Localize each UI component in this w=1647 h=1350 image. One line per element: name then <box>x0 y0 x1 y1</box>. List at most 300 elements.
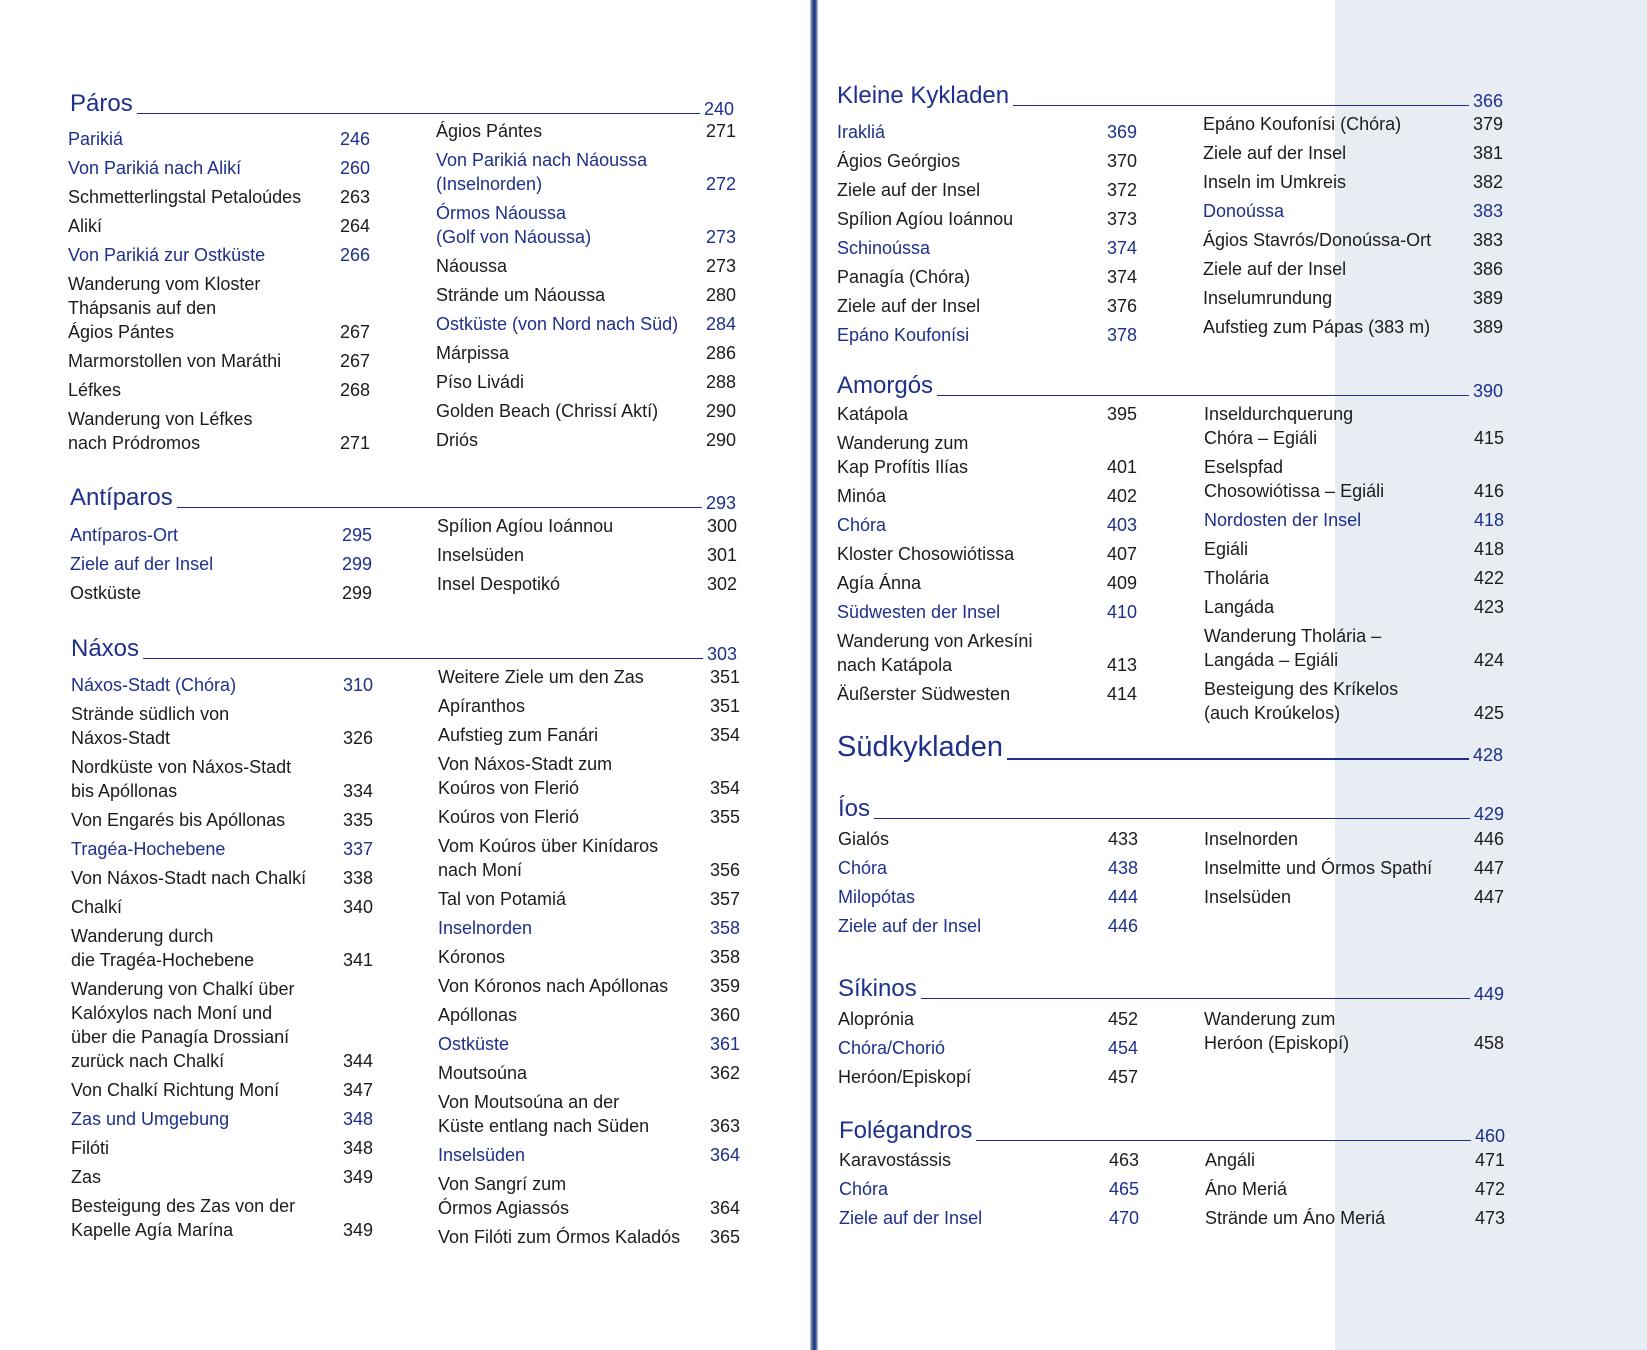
toc-entry-page: 471 <box>1474 1150 1505 1170</box>
toc-entry <box>438 887 740 911</box>
toc-entry-title: Tragéa-Hochebene <box>71 839 226 859</box>
section-header-sikinos <box>838 975 1504 1004</box>
section-rule <box>937 395 1469 396</box>
toc-entry-title: Milopótas <box>838 887 916 907</box>
toc-entry-page: 300 <box>706 516 737 536</box>
toc-entry-page: 349 <box>342 1220 373 1240</box>
toc-entry-title: Katápola <box>837 404 909 424</box>
toc-entry-title: Ostküste <box>70 583 142 603</box>
toc-entry-title: Wanderung zum Heróon (Episkopí) <box>1204 1009 1350 1053</box>
toc-entry-title: Chalkí <box>71 897 123 917</box>
toc-entry-page: 364 <box>709 1145 740 1165</box>
toc-entry-page: 361 <box>709 1034 740 1054</box>
toc-entry-page: 424 <box>1473 650 1504 670</box>
toc-entry-page: 458 <box>1473 1033 1504 1053</box>
toc-subheading-entry <box>1203 199 1503 223</box>
toc-entry <box>68 378 370 402</box>
toc-entry-title: Minóa <box>837 486 887 506</box>
toc-entry-title: Inselumrundung <box>1203 288 1333 308</box>
section-header-suedkykladen <box>837 731 1503 765</box>
toc-entry <box>1203 141 1503 165</box>
toc-entry <box>1203 170 1503 194</box>
toc-entry-page: 273 <box>705 227 736 247</box>
toc-entry-page: 310 <box>342 675 373 695</box>
toc-entry <box>436 370 736 394</box>
toc-entry-title: Von Náxos-Stadt nach Chalkí <box>71 868 307 888</box>
toc-entry-page: 386 <box>1472 259 1503 279</box>
toc-entry <box>68 407 370 455</box>
toc-entry-title: Wanderung zum Kap Profítis Ilías <box>837 433 969 477</box>
toc-entry-page: 413 <box>1106 655 1137 675</box>
toc-entry-title: Äußerster Südwesten <box>837 684 1011 704</box>
toc-entry <box>837 207 1137 231</box>
toc-entry-title: Áno Meriá <box>1205 1179 1288 1199</box>
toc-column <box>1203 112 1503 344</box>
toc-entry <box>1203 257 1503 281</box>
section-page: 460 <box>1474 1126 1505 1146</box>
toc-column <box>837 402 1137 711</box>
toc-subheading-entry <box>838 1036 1138 1060</box>
toc-entry <box>438 665 740 689</box>
toc-entry <box>838 1065 1138 1089</box>
toc-entry-title: Von Parikiá nach Alikí <box>68 158 242 178</box>
toc-entry-title: Inseln im Umkreis <box>1203 172 1347 192</box>
section-page: 293 <box>705 493 736 513</box>
section-page: 449 <box>1473 984 1504 1004</box>
toc-subheading-entry <box>438 1032 740 1056</box>
section-rule <box>976 1140 1471 1141</box>
toc-entry-title: Náxos-Stadt (Chóra) <box>71 675 237 695</box>
toc-entry <box>837 431 1137 479</box>
toc-entry-title: Inseldurchquerung Chóra – Egiáli <box>1204 404 1354 448</box>
toc-entry-page: 410 <box>1106 602 1137 622</box>
toc-column <box>839 1148 1139 1235</box>
toc-column <box>1204 1007 1504 1060</box>
toc-entry-title: Nordosten der Insel <box>1204 510 1362 530</box>
toc-entry <box>1204 595 1504 619</box>
toc-entry-page: 301 <box>706 545 737 565</box>
toc-subheading-entry <box>839 1177 1139 1201</box>
toc-entry-title: Langáda <box>1204 597 1275 617</box>
toc-entry-title: Wanderung durch die Tragéa-Hochebene <box>71 926 255 970</box>
toc-entry-page: 363 <box>709 1116 740 1136</box>
toc-entry-page: 355 <box>709 807 740 827</box>
toc-entry <box>837 571 1137 595</box>
part-rule <box>1007 758 1469 760</box>
section-title: Antíparos <box>70 484 173 511</box>
toc-entry-title: Ziele auf der Insel <box>839 1208 983 1228</box>
toc-entry-title: Ziele auf der Insel <box>70 554 214 574</box>
toc-entry-page: 354 <box>709 778 740 798</box>
toc-entry-page: 373 <box>1106 209 1137 229</box>
toc-entry <box>1205 1206 1505 1230</box>
toc-subheading-entry <box>71 1107 373 1131</box>
section-title: Íos <box>838 795 871 822</box>
toc-entry-page: 364 <box>709 1198 740 1218</box>
toc-column <box>438 665 740 1254</box>
toc-subheading-entry <box>71 673 373 697</box>
toc-entry <box>837 542 1137 566</box>
section-rule <box>874 818 1470 819</box>
toc-entry-title: Wanderung Tholária – Langáda – Egiáli <box>1204 626 1382 670</box>
toc-entry-title: Spílion Agíou Ioánnou <box>437 516 614 536</box>
toc-entry-title: Donoússa <box>1203 201 1285 221</box>
toc-entry <box>436 254 736 278</box>
toc-subheading-entry <box>68 243 370 267</box>
toc-entry-page: 344 <box>342 1051 373 1071</box>
toc-entry <box>68 349 370 373</box>
toc-entry <box>1204 856 1504 880</box>
toc-entry-title: Von Engarés bis Apóllonas <box>71 810 286 830</box>
toc-entry-page: 290 <box>705 430 736 450</box>
toc-entry <box>438 1225 740 1249</box>
toc-entry-title: Ziele auf der Insel <box>1203 143 1347 163</box>
toc-entry <box>436 399 736 423</box>
toc-entry-title: Wanderung vom Kloster Thápsanis auf den Ágios Pántes <box>68 274 261 342</box>
toc-entry-title: Ziele auf der Insel <box>837 296 981 316</box>
toc-entry <box>438 1172 740 1220</box>
toc-entry-page: 446 <box>1473 829 1504 849</box>
toc-entry <box>1204 677 1504 725</box>
toc-entry-title: Von Filóti zum Órmos Kaladós <box>438 1227 681 1247</box>
toc-entry-page: 302 <box>706 574 737 594</box>
toc-entry-page: 267 <box>339 351 370 371</box>
toc-subheading-entry <box>837 600 1137 624</box>
section-header-paros <box>70 90 734 119</box>
toc-entry-page: 423 <box>1473 597 1504 617</box>
toc-entry-title: Aufstieg zum Fanári <box>438 725 599 745</box>
toc-entry <box>1203 286 1503 310</box>
toc-entry <box>438 834 740 882</box>
toc-entry <box>438 805 740 829</box>
toc-entry <box>71 1165 373 1189</box>
toc-entry <box>438 1090 740 1138</box>
toc-entry-page: 379 <box>1472 114 1503 134</box>
toc-entry-page: 334 <box>342 781 373 801</box>
toc-entry-title: Karavostássis <box>839 1150 952 1170</box>
toc-entry <box>837 484 1137 508</box>
toc-entry-page: 340 <box>342 897 373 917</box>
toc-subheading-entry <box>838 885 1138 909</box>
toc-entry-page: 288 <box>705 372 736 392</box>
toc-entry <box>436 119 736 143</box>
toc-entry-title: Antíparos-Ort <box>70 525 179 545</box>
toc-entry-title: Inselnorden <box>1204 829 1299 849</box>
toc-entry <box>437 543 737 567</box>
toc-entry-page: 267 <box>339 322 370 342</box>
toc-entry-page: 452 <box>1107 1009 1138 1029</box>
toc-entry-page: 280 <box>705 285 736 305</box>
toc-entry <box>1204 827 1504 851</box>
toc-entry-page: 284 <box>705 314 736 334</box>
toc-entry-page: 348 <box>342 1138 373 1158</box>
section-rule <box>1013 105 1469 106</box>
toc-entry-title: Marmorstollen von Maráthi <box>68 351 282 371</box>
toc-entry-page: 365 <box>709 1227 740 1247</box>
toc-entry-page: 351 <box>709 667 740 687</box>
toc-entry <box>837 178 1137 202</box>
toc-entry-page: 299 <box>341 554 372 574</box>
toc-subheading-entry <box>436 201 736 249</box>
toc-entry-title: Strände um Áno Meriá <box>1205 1208 1386 1228</box>
toc-entry-title: Insel Despotikó <box>437 574 561 594</box>
toc-entry-page: 446 <box>1107 916 1138 936</box>
section-rule <box>921 998 1470 999</box>
toc-entry-title: Márpissa <box>436 343 510 363</box>
toc-entry <box>71 1078 373 1102</box>
toc-entry-title: Besteigung des Kríkelos (auch Kroúkelos) <box>1204 679 1399 723</box>
toc-entry-page: 418 <box>1473 539 1504 559</box>
toc-entry <box>438 974 740 998</box>
toc-entry-title: Vom Koúros über Kinídaros nach Moní <box>438 836 659 880</box>
toc-entry-page: 335 <box>342 810 373 830</box>
toc-entry-page: 357 <box>709 889 740 909</box>
toc-entry-title: Wanderung von Arkesíni nach Katápola <box>837 631 1033 675</box>
toc-entry-title: Aufstieg zum Pápas (383 m) <box>1203 317 1431 337</box>
toc-entry-page: 268 <box>339 380 370 400</box>
toc-entry-title: Heróon/Episkopí <box>838 1067 972 1087</box>
toc-entry <box>1203 112 1503 136</box>
section-page: 429 <box>1473 804 1504 824</box>
toc-column <box>838 1007 1138 1094</box>
toc-entry-title: Von Parikiá nach Náoussa (Inselnorden) <box>436 150 648 194</box>
toc-entry-title: Píso Livádi <box>436 372 525 392</box>
toc-entry-title: Von Kóronos nach Apóllonas <box>438 976 669 996</box>
toc-entry-page: 326 <box>342 728 373 748</box>
toc-entry <box>1204 885 1504 909</box>
toc-entry <box>438 694 740 718</box>
section-page: 366 <box>1472 91 1503 111</box>
toc-entry-page: 273 <box>705 256 736 276</box>
toc-entry-page: 416 <box>1473 481 1504 501</box>
toc-entry-title: Ziele auf der Insel <box>1203 259 1347 279</box>
toc-entry <box>437 514 737 538</box>
toc-entry-title: Wanderung von Léfkes nach Pródromos <box>68 409 253 453</box>
toc-entry-title: Besteigung des Zas von der Kapelle Agía Marína <box>71 1196 296 1240</box>
toc-entry-page: 358 <box>709 947 740 967</box>
toc-entry <box>71 702 373 750</box>
toc-entry-title: Inselsüden <box>438 1145 526 1165</box>
toc-entry <box>71 755 373 803</box>
toc-entry-page: 295 <box>341 525 372 545</box>
toc-entry-title: Ostküste (von Nord nach Süd) <box>436 314 679 334</box>
toc-entry-page: 465 <box>1108 1179 1139 1199</box>
toc-entry-page: 370 <box>1106 151 1137 171</box>
section-header-kleine-kykladen <box>837 82 1503 111</box>
toc-subheading-entry <box>837 323 1137 347</box>
toc-subheading-entry <box>438 916 740 940</box>
part-page: 428 <box>1472 745 1503 765</box>
section-header-antiparos <box>70 484 736 513</box>
toc-subheading-entry <box>436 312 736 336</box>
toc-entry-page: 341 <box>342 950 373 970</box>
toc-entry-page: 271 <box>705 121 736 141</box>
toc-entry-page: 374 <box>1106 267 1137 287</box>
toc-entry <box>438 1003 740 1027</box>
toc-entry <box>436 341 736 365</box>
toc-column <box>437 514 737 601</box>
toc-subheading-entry <box>837 120 1137 144</box>
toc-entry-title: Ágios Pántes <box>436 121 543 141</box>
toc-entry-page: 246 <box>339 129 370 149</box>
toc-subheading-entry <box>70 523 372 547</box>
toc-entry-page: 286 <box>705 343 736 363</box>
toc-entry <box>71 866 373 890</box>
toc-entry-page: 409 <box>1106 573 1137 593</box>
toc-entry-page: 263 <box>339 187 370 207</box>
toc-entry-title: Koúros von Flerió <box>438 807 580 827</box>
part-title: Südkykladen <box>837 731 1004 763</box>
toc-entry-title: Epáno Koufonísi <box>837 325 970 345</box>
toc-column <box>436 119 736 457</box>
toc-entry-page: 418 <box>1473 510 1504 530</box>
toc-entry-page: 402 <box>1106 486 1137 506</box>
toc-entry-title: Golden Beach (Chrissí Aktí) <box>436 401 659 421</box>
toc-entry-page: 356 <box>709 860 740 880</box>
section-rule <box>137 113 700 114</box>
toc-entry-page: 447 <box>1473 887 1504 907</box>
section-header-ios <box>838 795 1504 824</box>
toc-entry <box>71 977 373 1073</box>
toc-entry <box>438 723 740 747</box>
toc-entry-title: Zas <box>71 1167 102 1187</box>
section-rule <box>143 658 703 659</box>
toc-entry-title: Zas und Umgebung <box>71 1109 230 1129</box>
toc-entry <box>1204 455 1504 503</box>
toc-entry-page: 395 <box>1106 404 1137 424</box>
toc-entry <box>438 752 740 800</box>
toc-entry-title: Apóllonas <box>438 1005 518 1025</box>
toc-entry-page: 470 <box>1108 1208 1139 1228</box>
toc-entry <box>1204 1007 1504 1055</box>
toc-entry <box>436 428 736 452</box>
toc-entry <box>68 214 370 238</box>
toc-entry-page: 369 <box>1106 122 1137 142</box>
toc-entry-page: 383 <box>1472 201 1503 221</box>
toc-entry-title: Panagía (Chóra) <box>837 267 971 287</box>
toc-entry-page: 447 <box>1473 858 1504 878</box>
toc-entry <box>436 283 736 307</box>
toc-entry <box>1203 315 1503 339</box>
toc-entry-page: 349 <box>342 1167 373 1187</box>
toc-entry-page: 383 <box>1472 230 1503 250</box>
toc-entry-page: 457 <box>1107 1067 1138 1087</box>
toc-entry-page: 472 <box>1474 1179 1505 1199</box>
toc-subheading-entry <box>68 156 370 180</box>
section-title: Amorgós <box>837 372 934 399</box>
toc-column <box>70 520 372 610</box>
toc-entry-title: Von Parikiá zur Ostküste <box>68 245 266 265</box>
toc-subheading-entry <box>838 856 1138 880</box>
toc-column <box>71 670 373 1247</box>
section-title: Síkinos <box>838 975 917 1002</box>
toc-subheading-entry <box>838 914 1138 938</box>
toc-subheading-entry <box>839 1206 1139 1230</box>
toc-entry-title: Ostküste <box>438 1034 510 1054</box>
toc-entry-page: 359 <box>709 976 740 996</box>
section-header-naxos <box>71 635 737 664</box>
toc-entry-page: 401 <box>1106 457 1137 477</box>
toc-entry-title: Agía Ánna <box>837 573 922 593</box>
toc-entry-page: 271 <box>339 433 370 453</box>
toc-entry-title: Inselsüden <box>437 545 525 565</box>
toc-entry-title: Aloprónia <box>838 1009 915 1029</box>
toc-entry-page: 354 <box>709 725 740 745</box>
toc-entry <box>68 272 370 344</box>
toc-entry-page: 376 <box>1106 296 1137 316</box>
toc-entry-page: 422 <box>1473 568 1504 588</box>
toc-entry <box>1204 402 1504 450</box>
toc-entry-title: Irakliá <box>837 122 886 142</box>
toc-entry-title: Ziele auf der Insel <box>837 180 981 200</box>
toc-entry-title: Órmos Náoussa (Golf von Náoussa) <box>436 203 592 247</box>
toc-entry-page: 454 <box>1107 1038 1138 1058</box>
toc-subheading-entry <box>1204 508 1504 532</box>
toc-entry-title: Inselmitte und Órmos Spathí <box>1204 858 1433 878</box>
toc-entry <box>839 1148 1139 1172</box>
toc-entry <box>71 895 373 919</box>
toc-subheading-entry <box>68 127 370 151</box>
toc-entry-title: Epáno Koufonísi (Chóra) <box>1203 114 1402 134</box>
toc-entry-title: Apíranthos <box>438 696 526 716</box>
toc-entry-title: Chóra <box>838 858 888 878</box>
toc-entry <box>838 827 1138 851</box>
toc-entry-title: Südwesten der Insel <box>837 602 1001 622</box>
section-title: Folégandros <box>839 1117 973 1144</box>
toc-entry <box>68 185 370 209</box>
toc-entry <box>438 945 740 969</box>
section-page: 240 <box>703 99 734 119</box>
toc-subheading-entry <box>438 1143 740 1167</box>
toc-entry-title: Egiáli <box>1204 539 1249 559</box>
toc-entry-page: 403 <box>1106 515 1137 535</box>
toc-subheading-entry <box>837 513 1137 537</box>
toc-entry-title: Schinoússa <box>837 238 931 258</box>
toc-entry <box>1204 566 1504 590</box>
toc-entry-title: Chóra <box>837 515 887 535</box>
toc-subheading-entry <box>837 236 1137 260</box>
toc-entry-title: Eselspfad Chosowiótissa – Egiáli <box>1204 457 1385 501</box>
section-header-folegandros <box>839 1117 1505 1146</box>
toc-entry-page: 444 <box>1107 887 1138 907</box>
toc-entry-title: Chóra/Chorió <box>838 1038 946 1058</box>
toc-entry-title: Náoussa <box>436 256 508 276</box>
toc-entry-title: Filóti <box>71 1138 110 1158</box>
toc-entry-page: 260 <box>339 158 370 178</box>
section-title: Náxos <box>71 635 140 662</box>
toc-entry-page: 389 <box>1472 317 1503 337</box>
toc-column <box>1204 827 1504 914</box>
toc-entry <box>837 629 1137 677</box>
toc-entry-page: 381 <box>1472 143 1503 163</box>
toc-entry <box>838 1007 1138 1031</box>
toc-subheading-entry <box>71 837 373 861</box>
toc-entry-title: Von Náxos-Stadt zum Koúros von Flerió <box>438 754 613 798</box>
toc-column <box>1205 1148 1505 1235</box>
toc-entry-title: Chóra <box>839 1179 889 1199</box>
toc-entry-title: Schmetterlingstal Petaloúdes <box>68 187 302 207</box>
book-spine <box>810 0 818 1350</box>
toc-entry-title: Ágios Stavrós/Donoússa-Ort <box>1203 230 1432 250</box>
toc-entry-title: Gialós <box>838 829 890 849</box>
section-page: 390 <box>1472 381 1503 401</box>
toc-entry <box>1204 624 1504 672</box>
toc-entry-title: Alikí <box>68 216 103 236</box>
toc-entry-title: Tal von Potamiá <box>438 889 567 909</box>
toc-entry-title: Nordküste von Náxos-Stadt bis Apóllonas <box>71 757 292 801</box>
toc-entry-title: Inselsüden <box>1204 887 1292 907</box>
toc-column <box>1204 402 1504 730</box>
